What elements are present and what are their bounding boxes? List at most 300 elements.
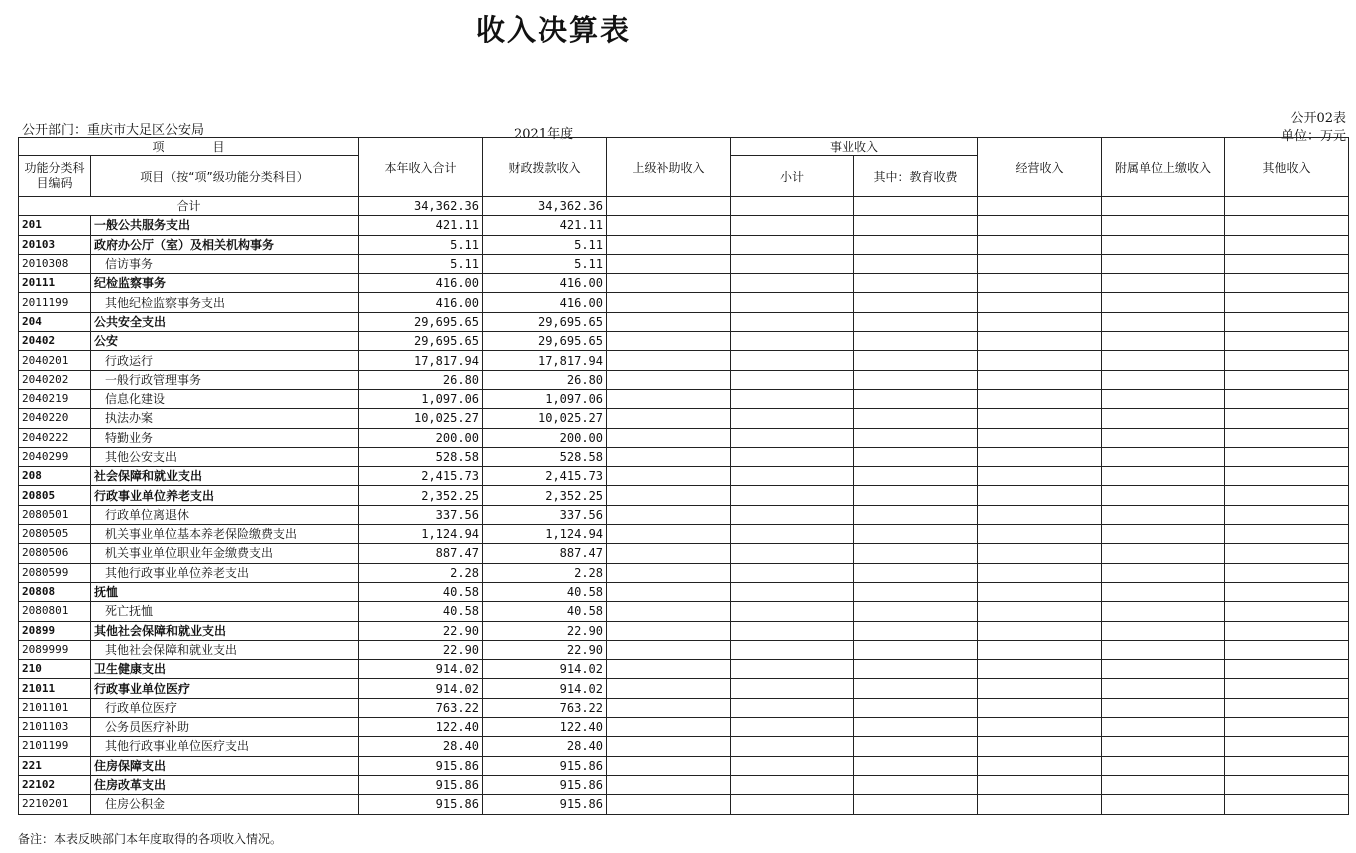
row-fiscal: 416.00 bbox=[483, 293, 607, 312]
row-other bbox=[1225, 235, 1349, 254]
row-subtotal bbox=[731, 737, 854, 756]
row-total: 1,124.94 bbox=[359, 525, 483, 544]
row-other bbox=[1225, 274, 1349, 293]
row-operating bbox=[978, 602, 1102, 621]
row-code: 20899 bbox=[19, 621, 91, 640]
row-edu bbox=[854, 216, 978, 235]
row-superior bbox=[607, 640, 731, 659]
header-edu: 其中：教育收费 bbox=[854, 156, 978, 197]
header-superior: 上级补助收入 bbox=[607, 138, 731, 197]
row-operating bbox=[978, 274, 1102, 293]
row-affiliated bbox=[1102, 389, 1225, 408]
row-superior bbox=[607, 467, 731, 486]
row-edu bbox=[854, 640, 978, 659]
row-operating bbox=[978, 621, 1102, 640]
row-affiliated bbox=[1102, 486, 1225, 505]
row-other bbox=[1225, 312, 1349, 331]
row-other bbox=[1225, 389, 1349, 408]
row-name: 执法办案 bbox=[91, 409, 359, 428]
row-subtotal bbox=[731, 216, 854, 235]
row-affiliated bbox=[1102, 544, 1225, 563]
table-row bbox=[19, 795, 1349, 814]
row-code: 2080801 bbox=[19, 602, 91, 621]
row-superior bbox=[607, 660, 731, 679]
row-name: 一般公共服务支出 bbox=[91, 216, 359, 235]
row-code: 2040220 bbox=[19, 409, 91, 428]
row-operating bbox=[978, 293, 1102, 312]
row-name: 其他社会保障和就业支出 bbox=[91, 640, 359, 659]
row-code: 20808 bbox=[19, 582, 91, 601]
table-row bbox=[19, 254, 1349, 273]
row-subtotal bbox=[731, 235, 854, 254]
row-affiliated bbox=[1102, 602, 1225, 621]
unit-label: 单位：万元 bbox=[1280, 129, 1346, 144]
row-edu bbox=[854, 428, 978, 447]
row-fiscal: 914.02 bbox=[483, 679, 607, 698]
row-fiscal: 2,415.73 bbox=[483, 467, 607, 486]
row-name: 信访事务 bbox=[91, 254, 359, 273]
row-fiscal: 887.47 bbox=[483, 544, 607, 563]
row-affiliated bbox=[1102, 775, 1225, 794]
row-affiliated bbox=[1102, 563, 1225, 582]
row-operating bbox=[978, 370, 1102, 389]
row-name: 行政事业单位养老支出 bbox=[91, 486, 359, 505]
total-label: 合计 bbox=[19, 197, 359, 216]
row-subtotal bbox=[731, 274, 854, 293]
row-operating bbox=[978, 254, 1102, 273]
row-affiliated bbox=[1102, 718, 1225, 737]
row-operating bbox=[978, 447, 1102, 466]
row-other bbox=[1225, 254, 1349, 273]
row-name: 机关事业单位职业年金缴费支出 bbox=[91, 544, 359, 563]
row-code: 2089999 bbox=[19, 640, 91, 659]
table-row bbox=[19, 640, 1349, 659]
row-total: 17,817.94 bbox=[359, 351, 483, 370]
row-edu bbox=[854, 602, 978, 621]
row-total: 1,097.06 bbox=[359, 389, 483, 408]
row-subtotal bbox=[731, 582, 854, 601]
row-subtotal bbox=[731, 563, 854, 582]
row-name: 其他社会保障和就业支出 bbox=[91, 621, 359, 640]
row-code: 2080506 bbox=[19, 544, 91, 563]
row-code: 2101199 bbox=[19, 737, 91, 756]
row-superior bbox=[607, 293, 731, 312]
row-affiliated bbox=[1102, 370, 1225, 389]
row-fiscal: 763.22 bbox=[483, 698, 607, 717]
row-total: 2,415.73 bbox=[359, 467, 483, 486]
row-name: 住房改革支出 bbox=[91, 775, 359, 794]
row-fiscal: 2,352.25 bbox=[483, 486, 607, 505]
row-edu bbox=[854, 351, 978, 370]
row-edu bbox=[854, 756, 978, 775]
header-subtotal: 小计 bbox=[731, 156, 854, 197]
row-total: 40.58 bbox=[359, 582, 483, 601]
row-edu bbox=[854, 467, 978, 486]
row-fiscal: 10,025.27 bbox=[483, 409, 607, 428]
row-edu bbox=[854, 582, 978, 601]
row-name: 行政单位医疗 bbox=[91, 698, 359, 717]
row-fiscal: 915.86 bbox=[483, 795, 607, 814]
row-subtotal bbox=[731, 370, 854, 389]
row-subtotal bbox=[731, 293, 854, 312]
row-total: 915.86 bbox=[359, 775, 483, 794]
table-row bbox=[19, 370, 1349, 389]
row-operating bbox=[978, 660, 1102, 679]
row-other bbox=[1225, 660, 1349, 679]
row-operating bbox=[978, 332, 1102, 351]
row-subtotal bbox=[731, 467, 854, 486]
row-affiliated bbox=[1102, 312, 1225, 331]
row-fiscal: 915.86 bbox=[483, 756, 607, 775]
row-edu bbox=[854, 544, 978, 563]
row-name: 其他行政事业单位医疗支出 bbox=[91, 737, 359, 756]
table-row bbox=[19, 428, 1349, 447]
header-code: 功能分类科目编码 bbox=[19, 156, 91, 197]
row-superior bbox=[607, 370, 731, 389]
table-row bbox=[19, 235, 1349, 254]
row-total: 28.40 bbox=[359, 737, 483, 756]
row-subtotal bbox=[731, 698, 854, 717]
table-row bbox=[19, 621, 1349, 640]
table-row bbox=[19, 660, 1349, 679]
row-edu bbox=[854, 621, 978, 640]
row-code: 22102 bbox=[19, 775, 91, 794]
row-edu bbox=[854, 235, 978, 254]
header-affiliated: 附属单位上缴收入 bbox=[1102, 138, 1225, 197]
row-fiscal: 915.86 bbox=[483, 775, 607, 794]
row-superior bbox=[607, 563, 731, 582]
fiscal-year: 2021年度 bbox=[514, 127, 574, 142]
row-edu bbox=[854, 563, 978, 582]
row-fiscal: 1,124.94 bbox=[483, 525, 607, 544]
row-edu bbox=[854, 679, 978, 698]
row-edu bbox=[854, 447, 978, 466]
row-name: 住房保障支出 bbox=[91, 756, 359, 775]
row-name: 其他公安支出 bbox=[91, 447, 359, 466]
row-name: 抚恤 bbox=[91, 582, 359, 601]
row-name: 行政单位离退休 bbox=[91, 505, 359, 524]
row-edu bbox=[854, 389, 978, 408]
row-affiliated bbox=[1102, 525, 1225, 544]
row-other bbox=[1225, 775, 1349, 794]
row-superior bbox=[607, 447, 731, 466]
row-fiscal: 337.56 bbox=[483, 505, 607, 524]
row-operating bbox=[978, 640, 1102, 659]
row-code: 2040201 bbox=[19, 351, 91, 370]
row-total: 915.86 bbox=[359, 795, 483, 814]
row-affiliated bbox=[1102, 332, 1225, 351]
row-superior bbox=[607, 718, 731, 737]
row-fiscal: 5.11 bbox=[483, 235, 607, 254]
row-total: 421.11 bbox=[359, 216, 483, 235]
table-row bbox=[19, 409, 1349, 428]
row-name: 住房公积金 bbox=[91, 795, 359, 814]
row-operating bbox=[978, 428, 1102, 447]
row-name: 死亡抚恤 bbox=[91, 602, 359, 621]
row-other bbox=[1225, 563, 1349, 582]
row-operating bbox=[978, 582, 1102, 601]
row-affiliated bbox=[1102, 351, 1225, 370]
row-subtotal bbox=[731, 389, 854, 408]
table-row bbox=[19, 698, 1349, 717]
row-superior bbox=[607, 409, 731, 428]
row-superior bbox=[607, 775, 731, 794]
row-subtotal bbox=[731, 428, 854, 447]
table-row bbox=[19, 737, 1349, 756]
row-other bbox=[1225, 505, 1349, 524]
row-superior bbox=[607, 525, 731, 544]
row-name: 其他纪检监察事务支出 bbox=[91, 293, 359, 312]
row-affiliated bbox=[1102, 428, 1225, 447]
row-name: 信息化建设 bbox=[91, 389, 359, 408]
row-superior bbox=[607, 351, 731, 370]
row-code: 20805 bbox=[19, 486, 91, 505]
row-other bbox=[1225, 486, 1349, 505]
row-subtotal bbox=[731, 544, 854, 563]
row-superior bbox=[607, 312, 731, 331]
row-total: 915.86 bbox=[359, 756, 483, 775]
row-subtotal bbox=[731, 660, 854, 679]
row-operating bbox=[978, 235, 1102, 254]
row-other bbox=[1225, 467, 1349, 486]
row-total: 763.22 bbox=[359, 698, 483, 717]
row-edu bbox=[854, 525, 978, 544]
row-total: 416.00 bbox=[359, 274, 483, 293]
table-row bbox=[19, 332, 1349, 351]
row-total: 914.02 bbox=[359, 679, 483, 698]
row-superior bbox=[607, 582, 731, 601]
row-code: 2040299 bbox=[19, 447, 91, 466]
row-operating bbox=[978, 544, 1102, 563]
row-name: 其他行政事业单位养老支出 bbox=[91, 563, 359, 582]
row-name: 特勤业务 bbox=[91, 428, 359, 447]
item-group-header: 项 目 bbox=[19, 138, 359, 156]
row-other bbox=[1225, 621, 1349, 640]
row-total: 2.28 bbox=[359, 563, 483, 582]
row-superior bbox=[607, 505, 731, 524]
row-fiscal: 40.58 bbox=[483, 602, 607, 621]
row-fiscal: 22.90 bbox=[483, 640, 607, 659]
row-fiscal: 200.00 bbox=[483, 428, 607, 447]
row-superior bbox=[607, 679, 731, 698]
row-name: 社会保障和就业支出 bbox=[91, 467, 359, 486]
table-row bbox=[19, 505, 1349, 524]
row-total: 5.11 bbox=[359, 235, 483, 254]
row-total: 40.58 bbox=[359, 602, 483, 621]
row-total: 2,352.25 bbox=[359, 486, 483, 505]
form-number: 公开02表 bbox=[1290, 111, 1346, 126]
table-row bbox=[19, 447, 1349, 466]
row-operating bbox=[978, 718, 1102, 737]
row-fiscal: 914.02 bbox=[483, 660, 607, 679]
row-affiliated bbox=[1102, 293, 1225, 312]
row-code: 2080599 bbox=[19, 563, 91, 582]
row-operating bbox=[978, 525, 1102, 544]
row-superior bbox=[607, 235, 731, 254]
row-operating bbox=[978, 389, 1102, 408]
row-fiscal: 29,695.65 bbox=[483, 332, 607, 351]
footnote: 备注：本表反映部门本年度取得的各项收入情况。 bbox=[18, 832, 283, 846]
table-row bbox=[19, 775, 1349, 794]
row-other bbox=[1225, 293, 1349, 312]
row-operating bbox=[978, 216, 1102, 235]
row-total: 337.56 bbox=[359, 505, 483, 524]
table-row bbox=[19, 274, 1349, 293]
row-fiscal: 26.80 bbox=[483, 370, 607, 389]
row-edu bbox=[854, 486, 978, 505]
row-code: 204 bbox=[19, 312, 91, 331]
row-code: 221 bbox=[19, 756, 91, 775]
department-label: 公开部门：重庆市大足区公安局 bbox=[22, 123, 205, 138]
row-affiliated bbox=[1102, 621, 1225, 640]
row-operating bbox=[978, 756, 1102, 775]
row-subtotal bbox=[731, 312, 854, 331]
row-total: 22.90 bbox=[359, 621, 483, 640]
row-affiliated bbox=[1102, 795, 1225, 814]
row-other bbox=[1225, 370, 1349, 389]
row-subtotal bbox=[731, 525, 854, 544]
row-code: 210 bbox=[19, 660, 91, 679]
row-affiliated bbox=[1102, 216, 1225, 235]
row-superior bbox=[607, 756, 731, 775]
row-name: 公共安全支出 bbox=[91, 312, 359, 331]
row-other bbox=[1225, 795, 1349, 814]
row-name: 纪检监察事务 bbox=[91, 274, 359, 293]
row-operating bbox=[978, 351, 1102, 370]
row-other bbox=[1225, 718, 1349, 737]
row-subtotal bbox=[731, 332, 854, 351]
row-code: 20103 bbox=[19, 235, 91, 254]
header-total: 本年收入合计 bbox=[359, 138, 483, 197]
row-other bbox=[1225, 409, 1349, 428]
row-affiliated bbox=[1102, 640, 1225, 659]
row-other bbox=[1225, 447, 1349, 466]
row-code: 20111 bbox=[19, 274, 91, 293]
row-operating bbox=[978, 409, 1102, 428]
row-affiliated bbox=[1102, 660, 1225, 679]
row-subtotal bbox=[731, 718, 854, 737]
row-total: 416.00 bbox=[359, 293, 483, 312]
table-row bbox=[19, 312, 1349, 331]
row-affiliated bbox=[1102, 235, 1225, 254]
row-name: 行政运行 bbox=[91, 351, 359, 370]
row-other bbox=[1225, 582, 1349, 601]
row-other bbox=[1225, 602, 1349, 621]
row-operating bbox=[978, 698, 1102, 717]
header-other: 其他收入 bbox=[1225, 138, 1349, 197]
row-affiliated bbox=[1102, 409, 1225, 428]
row-edu bbox=[854, 775, 978, 794]
row-total: 200.00 bbox=[359, 428, 483, 447]
row-operating bbox=[978, 505, 1102, 524]
row-superior bbox=[607, 486, 731, 505]
row-subtotal bbox=[731, 486, 854, 505]
table-row bbox=[19, 718, 1349, 737]
row-name: 公安 bbox=[91, 332, 359, 351]
row-other bbox=[1225, 737, 1349, 756]
row-superior bbox=[607, 698, 731, 717]
row-fiscal: 22.90 bbox=[483, 621, 607, 640]
row-name: 公务员医疗补助 bbox=[91, 718, 359, 737]
row-total: 887.47 bbox=[359, 544, 483, 563]
row-code: 2040202 bbox=[19, 370, 91, 389]
table-row bbox=[19, 602, 1349, 621]
row-total: 122.40 bbox=[359, 718, 483, 737]
row-other bbox=[1225, 698, 1349, 717]
row-total: 5.11 bbox=[359, 254, 483, 273]
row-code: 2011199 bbox=[19, 293, 91, 312]
row-name: 机关事业单位基本养老保险缴费支出 bbox=[91, 525, 359, 544]
table-row bbox=[19, 293, 1349, 312]
row-subtotal bbox=[731, 640, 854, 659]
row-edu bbox=[854, 660, 978, 679]
row-total: 914.02 bbox=[359, 660, 483, 679]
row-name: 行政事业单位医疗 bbox=[91, 679, 359, 698]
row-fiscal: 2.28 bbox=[483, 563, 607, 582]
row-code: 2040222 bbox=[19, 428, 91, 447]
row-operating bbox=[978, 775, 1102, 794]
row-edu bbox=[854, 409, 978, 428]
table-row bbox=[19, 544, 1349, 563]
row-superior bbox=[607, 602, 731, 621]
table-row bbox=[19, 679, 1349, 698]
row-fiscal: 416.00 bbox=[483, 274, 607, 293]
row-superior bbox=[607, 274, 731, 293]
row-other bbox=[1225, 756, 1349, 775]
row-affiliated bbox=[1102, 505, 1225, 524]
row-edu bbox=[854, 795, 978, 814]
row-edu bbox=[854, 718, 978, 737]
total-amount: 34,362.36 bbox=[359, 197, 483, 216]
row-other bbox=[1225, 332, 1349, 351]
table-row bbox=[19, 389, 1349, 408]
row-total: 10,025.27 bbox=[359, 409, 483, 428]
row-fiscal: 122.40 bbox=[483, 718, 607, 737]
row-affiliated bbox=[1102, 756, 1225, 775]
table-row bbox=[19, 756, 1349, 775]
row-superior bbox=[607, 254, 731, 273]
row-other bbox=[1225, 525, 1349, 544]
row-affiliated bbox=[1102, 698, 1225, 717]
row-fiscal: 40.58 bbox=[483, 582, 607, 601]
row-superior bbox=[607, 216, 731, 235]
row-total: 22.90 bbox=[359, 640, 483, 659]
row-subtotal bbox=[731, 795, 854, 814]
row-affiliated bbox=[1102, 679, 1225, 698]
row-edu bbox=[854, 274, 978, 293]
row-operating bbox=[978, 486, 1102, 505]
table-row bbox=[19, 351, 1349, 370]
row-affiliated bbox=[1102, 447, 1225, 466]
row-fiscal: 17,817.94 bbox=[483, 351, 607, 370]
row-affiliated bbox=[1102, 737, 1225, 756]
row-other bbox=[1225, 679, 1349, 698]
row-total: 26.80 bbox=[359, 370, 483, 389]
row-fiscal: 5.11 bbox=[483, 254, 607, 273]
table-row bbox=[19, 216, 1349, 235]
header-fiscal: 财政拨款收入 bbox=[483, 138, 607, 197]
row-code: 2101101 bbox=[19, 698, 91, 717]
row-other bbox=[1225, 640, 1349, 659]
table-row bbox=[19, 582, 1349, 601]
row-fiscal: 528.58 bbox=[483, 447, 607, 466]
row-code: 2040219 bbox=[19, 389, 91, 408]
table-row bbox=[19, 525, 1349, 544]
row-edu bbox=[854, 737, 978, 756]
table-row bbox=[19, 467, 1349, 486]
row-code: 2080501 bbox=[19, 505, 91, 524]
row-subtotal bbox=[731, 351, 854, 370]
